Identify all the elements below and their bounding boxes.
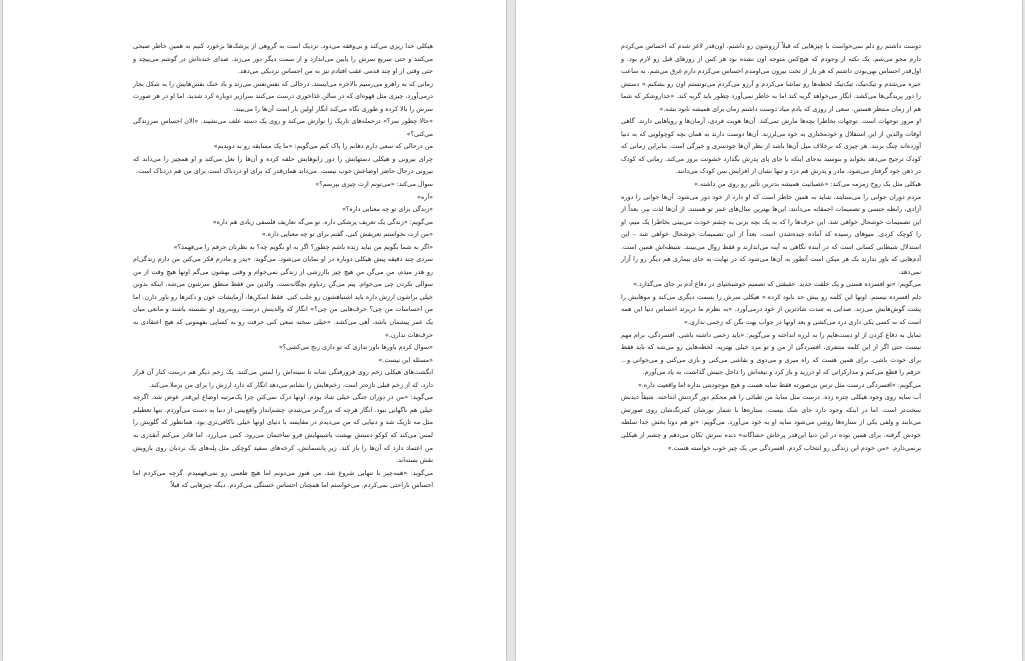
paragraph: «آره» (416, 192, 433, 201)
paragraph: می‌گوید: «من در دوران جنگی خیلی شاد بودم. اونها درک نمی‌کنن چرا یک‌مرتبه اوضاع این‌قدر عوض شد. اگرچه خیلی هم ناگهانی نبود. انگار هرچه که بزرگ‌تر می‌شدم، چشم‌انداز واقع‌بینی از دنیا به دست می‌آوردم. تنها تعطیلم مثل مه تاریک شد و دنیایی که من می‌دیدم در مقایسه با دنیای اونها خیلی ناکافی‌تری بود. همانطور که گلویش را لمس می‌کند که کوکو دستش بهشت یاشینهایش فرو ساختمان می‌رود. کمی می‌ارزد. اما قادر می‌کنم آنقدری به من اعتماد دارد که آن‌ها را باز کند. زیر پانسمانش، کرخه‌های سفید کوچکی مثل پله‌های یک نردبان روی بازویش نقش بسته‌اند. (133, 393, 433, 465)
paragraph: می‌گویم: «تو افسرده هستی و یک خلقت جدید. حقیقتی که تصمیم خوشبختیای در دفاع آدم بر جای می‌گذارد.» (633, 280, 921, 289)
paragraph: دوست داشتم رو دلم نمی‌خواست با چیزهایی که قبلاً آرزوشون رو داشتم. اون‌قدر لاغر شدم که احساس می‌کردم دارم محو می‌شم. یک نکته از وجودم که هیچ‌کس متوجه اون نشده بود هر کس از روزهای قبل رو لازم بود. و اول‌قدر احساس تهی‌بودن داشتم که هر بار از تخت بیرون می‌اومدم احساس می‌کردم دارم غرق می‌شم. به ساعت خیره می‌شدم و تیک‌تیک، تیک‌تیک لحظه‌ها رو تماشا می‌کردم و آرزو می‌کردم می‌تونستم اون رو بشکنم.» دستش را دور پریدگی‌ها می‌کشد. انگار می‌خواهد گریه کند اما به خاطر نمی‌آورد چطور باید گریه کند. «خداروشکر که شما هم از زمان منتظر هستین. سعی از روزی که یادم میاد دوست داشتم زمان برای همیشه نابود بشه.» (621, 42, 921, 113)
paragraph: «حالا چطور سر؟» درحمله‌های تاریک را نوازش می‌کند و روی یک دسته علف می‌نشیند. «الان احساس سرزندگی می‌کنی؟» (133, 117, 433, 138)
paragraph: من درحالی که سعی دارم دهانم را پاک کنم می‌گویم: «ما یک مسابقه رو نه دویدیم» (213, 142, 433, 151)
paragraph: هیکلی مثل یک روح زمزمه می‌کند: «عصبانیت همیشه بدترین تأثیر رو روی من داشته.» (694, 180, 921, 189)
paragraph: آب سایه روی وجود هیکلی چتره زده. درست مثل سایهٔ من طبائی را هم محکم دور گردنش انداخته. شیفاً دیدنش سخت‌تر است. اما در اینکه وجود دارد جای شک نیست. ستاره‌ها با شمار نورشان کمرنگ‌شان روی صورتش می‌تابند و ولفی یکی از ستاره‌ها روشن می‌شود سایه او به خود می‌آورد. می‌گویم: «تو هم دوتا بخش جدا سلطه خودش گرفته. برای همین بوده در این دنیا این‌قدر پرخاش حشاگانه» دنده سرش تکان می‌دهم و چشم از هیکلی برنمی‌دارم. «من خودم این زندگی رو انتخاب کردم. افسردگی من یک چیز خوب خواسته هست.» (621, 393, 921, 452)
paragraph: دلم افسرده نیستم. اونها این کلمه رو بیش حد نابود کرده.» هیکلی سرش را بسمت دیگری می‌کند و موهایش را پشت گوش‌هایش می‌زند. صدایی به شدت شادترین از خود درمی‌آورد. «به نظرم ما دربرند احساس دنیا این همه است که به کسی یکی داری درد می‌کشی و بعد اونها در جواب بهت بگن که زخمی نداری.» (621, 292, 921, 327)
paragraph: او مرور توجهات است. توجهات بخاطرا بچه‌ها مارش تمی‌کند. آن‌ها هویت فردی، آرمان‌ها و رویاهایی دارند. گاهی اوقات والدین از این استقلال و خودمختاری به خود می‌لرزند. آن‌ها دوست دارند به همان بچه کوچولویی که به دنیا آورده‌اند چنگ بزنند. هر چیزی که برخلاف میل آن‌ها باشد از نظر آن‌ها خودسری و خیرگی است. بنابراین زمانی که کودک ترجیح می‌دهد بخوابد و بنوسید به‌جای اینکه با جای پای پدرش بگذارد خشونت بروز می‌کند. زمانی که کودک در ذهن خود گرفتار می‌شود، مادر و پدرش هم درد و تنها نشان از افزایش سن کودک می‌دانند. (621, 117, 921, 176)
paragraph: «سوال کردم باورها باور نداری که تو داری رنج می‌کشی؟» (278, 343, 433, 352)
left-page-text (133, 40, 433, 492)
paragraph: «مسئله این نیست.» (378, 355, 433, 364)
paragraph: چرای بیرونی و هیکلی دستهایش را دور زانوهایش حلقه کرده و آن‌ها را بغل می‌کند و او همچیز را می‌داند که بیرونی درحال حاضر اوضاعش خوب نیست. می‌داند همان‌قدر که برای او دردناک است برای من هم دردناک است. (133, 154, 433, 176)
paragraph: زمانی که به راهرو می‌رسیم بالاخره می‌ایستد. درحالی که نفس‌نفس می‌زند و باد خنک نفس‌هایش را به شکل بخار درمی‌آورد، چیزی مثل قهوه‌ای که در سالن غذاخوری درست می‌کنند سرازیر دوباره کرد شدید. اما او در هر صورت سرش را بالا کرده و طوری نگاه می‌کند انگار اولین بار است آن‌ها را می‌بیند. (133, 79, 433, 113)
paragraph: سوال می‌کند: «می‌تونم ازت چیزی بپرسم؟» (315, 180, 433, 189)
right-page-text (621, 40, 921, 454)
paragraph: انگشت‌های هیکلی زخم روی فرورفتگی شانه تا سینه‌اش را لمس می‌کنند. یک زخم دیگر هم درست کنار آن قرار دارد، که از زخم قبلی تازه‌تر است. زخم‌هایش را نشانم می‌دهد انگار که دارد ارزش را برای من برملا می‌کند. (133, 368, 433, 389)
paragraph: «زندگی برای تو چه معنایی داره؟» (341, 205, 433, 214)
paragraph: هیکلی خدا ریزی می‌کند و بی‌وقفه می‌دود. نزدیک است به گروهی از پزشک‌ها برخورد کنیم به همین خاطر صبحی می‌کنند و حتی سریع سرش را پایین می‌اندازد و از سمت دیگر دور می‌زند. صدای خنده‌اش در گوشم می‌پیچد و حتی وقتی از او چند قدمی عقب افتادم نیز به من احساس نزدیکی می‌دهد. (133, 42, 433, 76)
right-page (516, 0, 1022, 661)
left-page (3, 0, 506, 661)
paragraph: می‌گویم: «افسردگی درست مثل ترس بی‌صورته فقط سایه هست و هیچ موجودیتی نداره اما واقعیت داره.» (637, 380, 921, 389)
paragraph: می‌گویم: «زندگی یک تعریف پزشکی داره. تو می‌گه تعاریف فلسفی زیادی هم داره» (212, 217, 433, 226)
paragraph: مردم دوران جوانی را می‌ستایند، شاید به همین خاطر است که او دارد از خود دور می‌شود. آن‌ها جوانی را دوره آزادی، رابطه جنسی و تصمیمات احمقانه می‌دانند. این‌ها بهترین سال‌های عمر تو هستند. از آن‌ها لذت ببر. بعداً از این تصمیمات خوشحال خواهی شد. این حرف‌ها را که به یک بچه بزنی به چشم خودت می‌بینی بخاطرا یک میم، او را کوچک کردی. میوهای رسیده که آماده چیده‌شدن است. بعداً از این تصمیمات خوشحال خواهی شد – این استدلال شیطانی کسانی است که در آینده نگاهی به آینه می‌اندازند و فقط زوال می‌بینند. شیطه‌اش همین است. آدم‌هایی که باور ندارند یک هر میکن است آنطور به آن‌ها می‌شود که در نهایت به جای بیماری هم دیگر رو را آزار نمی‌دهد. (621, 192, 921, 276)
paragraph: تمایل به دفاع کردن از او دست‌هایم را به لرزه انداخته و می‌گویم: «باید زخمی داشته باشی. افسردگی، برام مهم نیست حتی اگر از این کلمه متنفری، افسردگی از من و تو مزد خیلی بهتریه. لحظه‌هایی رو می‌شه که باید فقط برای خودت باشی. برای همین هست که راه میری و می‌دوی و نقاشی می‌کنی و بازی می‌کنی و می‌خوانی و... حرفم را قطع می‌کنم و مدارکراتی که او درزید و باز کرد و تیغه‌اش را داخل جیبش گذاشت، به یاد می‌آورم. (621, 330, 921, 377)
paragraph: «من ازت نخواستم تعریفش کنی، گفتم برای تو چه معنایی داره.» (261, 230, 433, 239)
paragraph: «اگر به شما بگویم من نباید زنده باشم چطور؟ اگر به او بگویم چه؟ به نظرتان حرفم را می‌فهمد؟» (173, 242, 433, 251)
paragraph: سردی چند دقیقه پیش هیکلی دوباره در او نمایان می‌شود. می‌گوید: «پدر و مادرم فکر می‌کنن من دارم زندگی‌ام رو هدر میدم، من می‌گن من هیچ چیز باارزشی از زندگی نمی‌خوام و وقتی بهشون می‌گم اونها هیچ وقت از من سوالی نکردن چی می‌خوام. پیم می‌گن ردیاوم بچگانه‌ست. والدین من فقط منطق سرشون می‌شه، اینکه بدونن خیلی براشون ارزش داره باید اشتباهشون رو جلب کنی. فقط اسکن‌ها، آزمایشات خون و دکترها رو باور دارن. اما من احساسات من چی؟ حرف‌هایی من چی؟» انگار که والدینش درست روبه‌روی او نشسته باشند و مانعی میان یک عمر پیشمان باشد، آهی می‌کشد. «خیلی سخته سعی کنی حرفت رو به کسایی بفهمونی که هیچ اعتقادی به حرف‌هات ندارن.» (133, 255, 433, 339)
paragraph: می‌گوید: «همه‌چیز با تنهایی شروع شد. من هنوز می‌دونم اما هیچ طعمی رو نمی‌فهمیدم. گرچه می‌کردم اما احساس ناراحتی نمی‌کردم. می‌خواستم اما همچنان احساس خستگی می‌کردم. دیگه چیزهایی که قبلاً (133, 468, 433, 490)
